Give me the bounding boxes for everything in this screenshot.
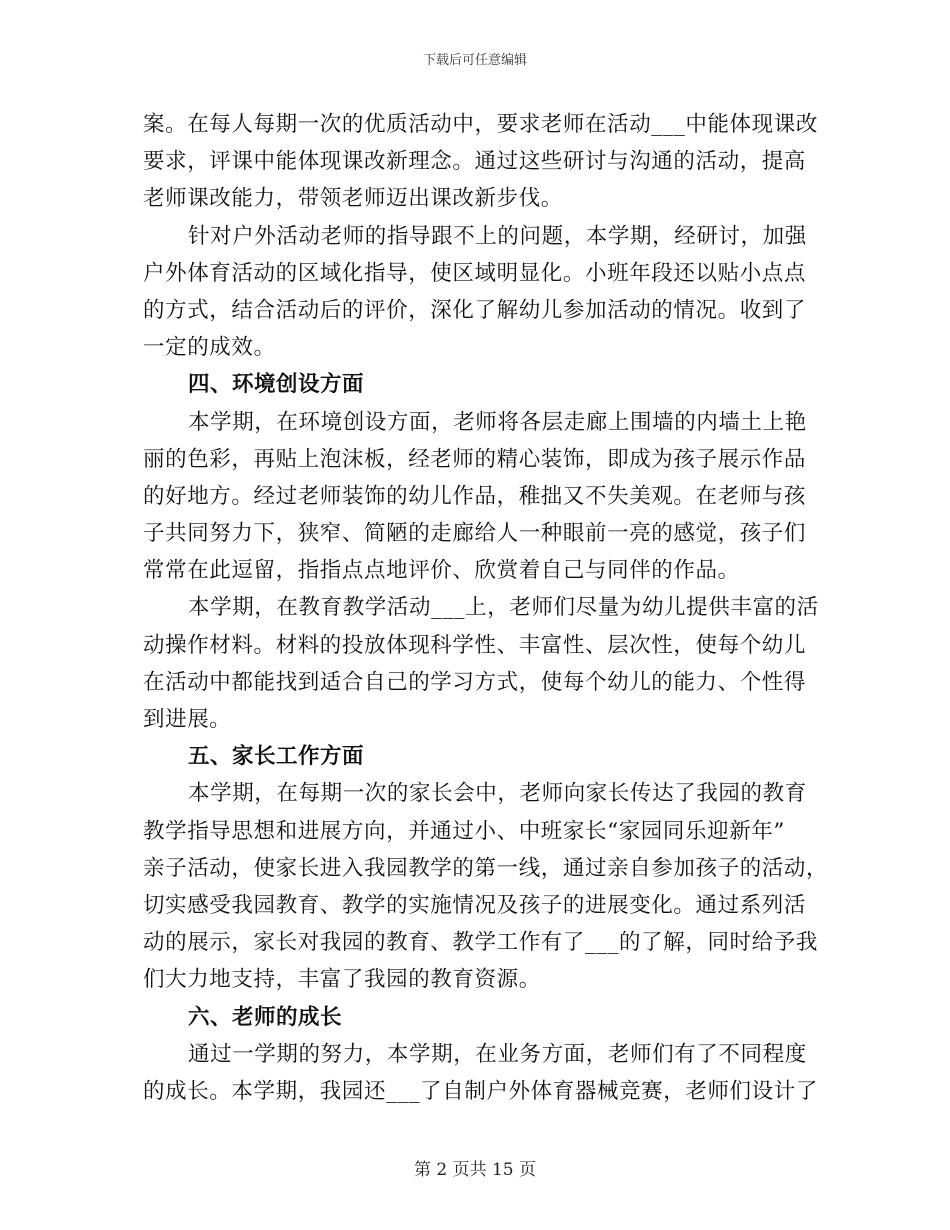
paragraph-start-line: 本学期，在每期一次的家长会中，老师向家长传达了我园的教育 bbox=[188, 781, 807, 807]
document-body bbox=[143, 106, 829, 1110]
paragraph-start-line: 本学期，在环境创设方面，老师将各层走廊上围墙的内墙土上艳 bbox=[188, 409, 807, 435]
body-line: 到进展。 bbox=[143, 707, 232, 732]
body-line: 的好地方。经过老师装饰的幼儿作品，稚拙又不失美观。在老师与孩 bbox=[143, 483, 807, 509]
body-line: 们大力地支持，丰富了我园的教育资源。 bbox=[143, 967, 541, 993]
body-line: 在活动中都能找到适合自己的学习方式，使每个幼儿的能力、个性得 bbox=[143, 669, 807, 695]
body-line: 案。在每人每期一次的优质活动中，要求老师在活动___中能体现课改 bbox=[143, 112, 818, 137]
section-heading-parents: 五、家长工作方面 bbox=[188, 744, 365, 770]
body-line: 常常在此逗留，指指点点地评价、欣赏着自己与同伴的作品。 bbox=[143, 558, 740, 584]
body-line: 要求，评课中能体现课改新理念。通过这些研讨与沟通的活动，提高 bbox=[143, 149, 807, 175]
body-line: 的方式，结合活动后的评价，深化了解幼儿参加活动的情况。收到了 bbox=[143, 297, 807, 323]
body-line: 动操作材料。材料的投放体现科学性、丰富性、层次性，使每个幼儿 bbox=[143, 632, 807, 658]
body-line: 亲子活动，使家长进入我园教学的第一线，通过亲自参加孩子的活动， bbox=[143, 855, 829, 881]
paragraph-start-line: 通过一学期的努力，本学期，在业务方面，老师们有了不同程度 bbox=[188, 1041, 807, 1067]
body-line: 户外体育活动的区域化指导，使区域明显化。小班年段还以贴小点点 bbox=[143, 260, 807, 286]
body-line: 丽的色彩，再贴上泡沫板，经老师的精心装饰，即成为孩子展示作品 bbox=[143, 446, 807, 472]
section-heading-teacher-growth: 六、老师的成长 bbox=[188, 1004, 343, 1030]
body-line: 动的展示，家长对我园的教育、教学工作有了___的了解，同时给予我 bbox=[143, 930, 818, 956]
paragraph-start-line: 本学期，在教育教学活动___上，老师们尽量为幼儿提供丰富的活 bbox=[188, 595, 819, 621]
body-line: 一定的成效。 bbox=[143, 335, 276, 361]
body-line: 子共同努力下，狭窄、简陋的走廊给人一种眼前一亮的感觉，孩子们 bbox=[143, 521, 807, 547]
body-line: 教学指导思想和进展方向，并通过小、中班家长“家园同乐迎新年” bbox=[143, 818, 785, 844]
section-heading-environment: 四、环境创设方面 bbox=[188, 372, 365, 398]
paragraph-start-line: 针对户外活动老师的指导跟不上的问题，本学期，经研讨，加强 bbox=[188, 223, 807, 249]
body-line: 老师课改能力，带领老师迈出课改新步伐。 bbox=[143, 186, 563, 212]
body-line: 的成长。本学期，我园还___了自制户外体育器械竞赛，老师们设计了 bbox=[143, 1078, 818, 1104]
page-header: 下载后可任意编辑 bbox=[422, 53, 527, 68]
body-line: 切实感受我园教育、教学的实施情况及孩子的进展变化。通过系列活 bbox=[143, 892, 807, 918]
page-number-footer: 第 2 页共 15 页 bbox=[413, 1160, 537, 1180]
